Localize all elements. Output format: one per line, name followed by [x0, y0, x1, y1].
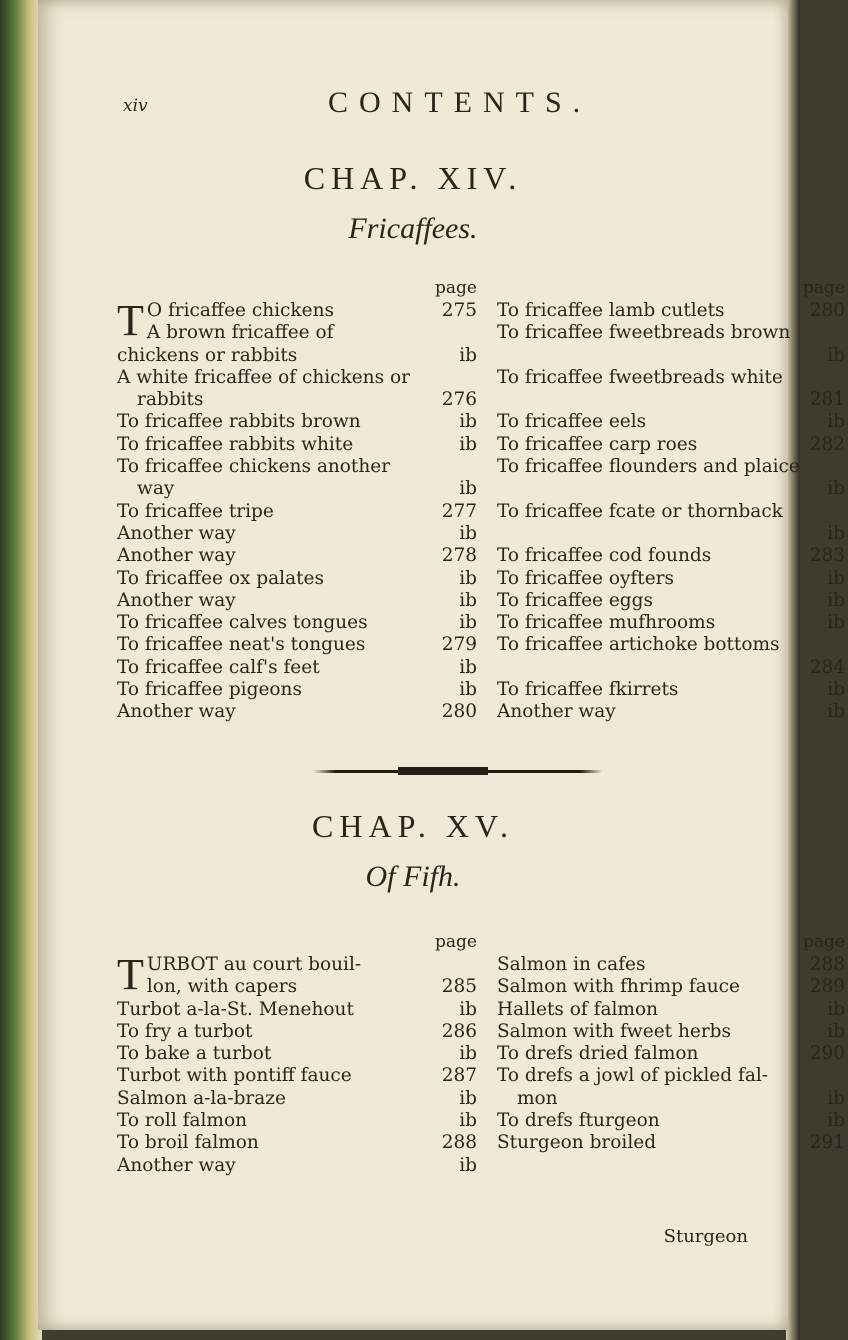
entry-page-number: 280: [441, 701, 477, 723]
entry-page-number: 286: [441, 1020, 477, 1042]
entry-page-number: [429, 322, 477, 344]
entry-text: To fricaffee artichoke bottoms: [497, 634, 780, 656]
entry-page-number: 288: [441, 1132, 477, 1154]
entry-page-number: ib: [827, 344, 845, 366]
entry-page-number: [429, 456, 477, 478]
entry-page-number: ib: [459, 612, 477, 634]
chapter-14-subtitle: Fricaffees.: [348, 212, 478, 245]
entry-text: chickens or rabbits: [117, 344, 298, 366]
entry-text: To fricaffee eels: [497, 411, 647, 433]
page-folio: xiv: [123, 96, 148, 116]
entry-text: Another way: [497, 701, 616, 723]
entry-text: To fricaffee calf's feet: [117, 656, 320, 678]
entry-page-number: 279: [441, 634, 477, 656]
entry-text: A brown fricaffee of: [146, 322, 334, 344]
entry-page-number: 278: [441, 545, 477, 567]
contents-entry: [117, 657, 477, 679]
entry-page-number: ib: [459, 433, 477, 455]
entry-text: To fricaffee rabbits brown: [117, 411, 361, 433]
entry-text: Hallets of falmon: [497, 998, 659, 1020]
entry-page-number: ib: [827, 679, 845, 701]
contents-entry: [117, 950, 477, 999]
contents-entry: [117, 1110, 477, 1132]
section-divider-ornament: [398, 767, 488, 775]
chapter-14-title: CHAP. XIV.: [303, 160, 523, 196]
entry-page-number: [429, 954, 477, 976]
contents-entry: [117, 523, 477, 545]
chapter-15-right-column: [497, 930, 845, 1155]
entry-page-number: 282: [809, 433, 845, 455]
contents-entry: [497, 679, 845, 701]
chapter-15-left-column: [117, 930, 477, 1177]
contents-entry: [497, 1021, 845, 1043]
entry-page-number: ib: [827, 478, 845, 500]
entry-text: To fricaffee eggs: [497, 589, 653, 611]
contents-entry: [497, 322, 845, 367]
entry-text: To fricaffee neat's tongues: [117, 634, 366, 656]
entry-page-number: 290: [809, 1043, 845, 1065]
entry-text: Salmon with fhrimp fauce: [497, 976, 740, 998]
entry-page-number: ib: [459, 1154, 477, 1176]
contents-entry: [117, 501, 477, 523]
entry-text: URBOT au court bouil-: [146, 954, 362, 975]
page-column-label: page: [435, 932, 477, 952]
contents-entry: [497, 501, 845, 546]
book-page: [38, 0, 845, 1330]
entry-text: To fricaffee ox palates: [117, 567, 324, 589]
contents-entry: [497, 612, 845, 634]
entry-page-number: ib: [459, 656, 477, 678]
entry-page-number: 289: [809, 976, 845, 998]
entry-text: Another way: [117, 1154, 236, 1176]
contents-entry: [497, 411, 845, 433]
entry-text: To fricaffee cod founds: [497, 545, 712, 567]
book-binding-edge: [0, 0, 42, 1340]
entry-text: Another way: [117, 701, 236, 723]
contents-entry: [497, 456, 845, 501]
drop-cap-initial: T: [117, 950, 144, 999]
contents-entry: [117, 1155, 477, 1177]
entry-text: Salmon with fweet herbs: [497, 1020, 732, 1042]
entry-page-number: ib: [827, 567, 845, 589]
entry-page-number: ib: [827, 1087, 845, 1109]
entry-text: Salmon a-la-braze: [117, 1087, 286, 1109]
entry-text: To fricaffee pigeons: [117, 679, 302, 701]
entry-page-number: ib: [827, 998, 845, 1020]
entry-text: To drefs a jowl of pickled fal-: [497, 1065, 769, 1087]
entry-text: Sturgeon broiled: [497, 1132, 657, 1154]
contents-entry: [117, 701, 477, 723]
contents-entry: [117, 1021, 477, 1043]
contents-entry: [497, 300, 845, 322]
contents-entry: [117, 434, 477, 456]
contents-entry: [117, 296, 477, 367]
contents-entry: [117, 634, 477, 656]
entry-page-number: [797, 322, 845, 344]
entry-page-number: 276: [441, 389, 477, 411]
entry-page-number: 285: [441, 976, 477, 998]
entry-page-number: 275: [441, 300, 477, 321]
contents-entry: [117, 1043, 477, 1065]
contents-entry: [117, 568, 477, 590]
entry-page-number: ib: [459, 344, 477, 366]
entry-page-number: 283: [809, 545, 845, 567]
contents-entry: [497, 634, 845, 679]
contents-entry: [497, 434, 845, 456]
entry-text: Another way: [117, 522, 236, 544]
entry-text: To fricaffee fcate or thornback: [497, 500, 783, 522]
entry-page-number: ib: [459, 679, 477, 701]
entry-page-number: ib: [459, 1087, 477, 1109]
entry-text: To fricaffee fweetbreads brown: [497, 322, 791, 344]
page-column-label: page: [435, 278, 477, 298]
entry-text: To fricaffee mufhrooms: [497, 612, 716, 634]
contents-entry: [117, 612, 477, 634]
chapter-15-title: CHAP. XV.: [312, 808, 514, 844]
entry-text: To fricaffee calves tongues: [117, 612, 368, 634]
entry-text: way: [137, 478, 175, 500]
contents-entry: [497, 590, 845, 612]
entry-text: Another way: [117, 545, 236, 567]
contents-entry: [117, 679, 477, 701]
contents-entry: [497, 701, 845, 723]
entry-text: lon, with capers: [146, 976, 298, 998]
contents-entry: [117, 545, 477, 567]
entry-text: Another way: [117, 589, 236, 611]
entry-page-number: ib: [827, 589, 845, 611]
contents-entry: [117, 999, 477, 1021]
chapter-15-subtitle: Of Fifh.: [365, 860, 461, 893]
entry-text: To drefs fturgeon: [497, 1110, 660, 1132]
entry-text: To broil falmon: [117, 1132, 259, 1154]
contents-entry: [497, 976, 845, 998]
entry-page-number: 288: [809, 954, 845, 975]
entry-text: To fricaffee oyfters: [497, 567, 674, 589]
entry-page-number: ib: [459, 567, 477, 589]
entry-page-number: [429, 367, 477, 389]
contents-entry: [497, 1110, 845, 1132]
entry-page-number: ib: [459, 522, 477, 544]
contents-entry: [497, 545, 845, 567]
chapter-14-right-column: [497, 276, 845, 724]
contents-entry: [117, 411, 477, 433]
contents-entry: [117, 1132, 477, 1154]
entry-page-number: ib: [827, 1110, 845, 1132]
entry-text: mon: [517, 1087, 558, 1109]
entry-text: To fricaffee fkirrets: [497, 679, 679, 701]
entry-page-number: ib: [459, 1043, 477, 1065]
page-column-label: page: [803, 278, 845, 298]
drop-cap-initial: T: [117, 296, 144, 345]
entry-page-number: 281: [809, 389, 845, 411]
entry-text: A white fricaffee of chickens or: [117, 366, 410, 388]
contents-entry: [497, 1132, 845, 1154]
entry-page-number: [797, 501, 845, 523]
entry-text: O fricaffee chickens: [146, 300, 334, 321]
catchword: Sturgeon: [663, 1226, 748, 1247]
entry-text: To fricaffee rabbits white: [117, 433, 354, 455]
entry-text: To bake a turbot: [117, 1043, 272, 1065]
running-title: CONTENTS.: [328, 86, 592, 119]
entry-page-number: ib: [459, 1110, 477, 1132]
contents-entry: [497, 954, 845, 976]
running-head: [38, 86, 788, 126]
page-column-label: page: [803, 932, 845, 952]
entry-page-number: [797, 634, 845, 656]
entry-page-number: [800, 456, 848, 478]
contents-entry: [497, 367, 845, 412]
entry-page-number: ib: [827, 1020, 845, 1042]
entry-page-number: ib: [459, 998, 477, 1020]
entry-text: rabbits: [137, 389, 204, 411]
entry-text: To fricaffee flounders and plaice: [497, 456, 800, 478]
entry-page-number: 277: [441, 500, 477, 522]
contents-entry: [497, 999, 845, 1021]
entry-text: To fricaffee tripe: [117, 500, 274, 522]
entry-page-number: 287: [441, 1065, 477, 1087]
entry-text: Turbot with pontiff fauce: [117, 1065, 352, 1087]
entry-page-number: ib: [827, 522, 845, 544]
entry-page-number: ib: [459, 411, 477, 433]
entry-page-number: 284: [809, 656, 845, 678]
entry-page-number: ib: [827, 701, 845, 723]
entry-page-number: 280: [809, 300, 845, 321]
contents-entry: [117, 367, 477, 412]
entry-page-number: [797, 1065, 845, 1087]
entry-page-number: [797, 367, 845, 389]
entry-page-number: ib: [459, 589, 477, 611]
entry-page-number: ib: [827, 411, 845, 433]
entry-text: To fricaffee fweetbreads white: [497, 366, 783, 388]
entry-page-number: ib: [459, 478, 477, 500]
contents-entry: [117, 1088, 477, 1110]
entry-text: To fricaffee chickens another: [117, 456, 391, 478]
entry-text: To fricaffee carp roes: [497, 433, 698, 455]
chapter-14-left-column: [117, 276, 477, 724]
contents-entry: [117, 456, 477, 501]
entry-text: To fry a turbot: [117, 1020, 253, 1042]
entry-page-number: 291: [809, 1132, 845, 1154]
entry-text: To roll falmon: [117, 1110, 248, 1132]
contents-entry: [497, 568, 845, 590]
contents-entry: [497, 1065, 845, 1110]
contents-entry: [117, 1065, 477, 1087]
contents-entry: [497, 1043, 845, 1065]
entry-text: To fricaffee lamb cutlets: [497, 300, 725, 321]
entry-text: Turbot a-la-St. Menehout: [117, 998, 354, 1020]
contents-entry: [117, 590, 477, 612]
entry-page-number: ib: [827, 612, 845, 634]
entry-text: Salmon in cafes: [497, 954, 646, 975]
entry-text: To drefs dried falmon: [497, 1043, 699, 1065]
